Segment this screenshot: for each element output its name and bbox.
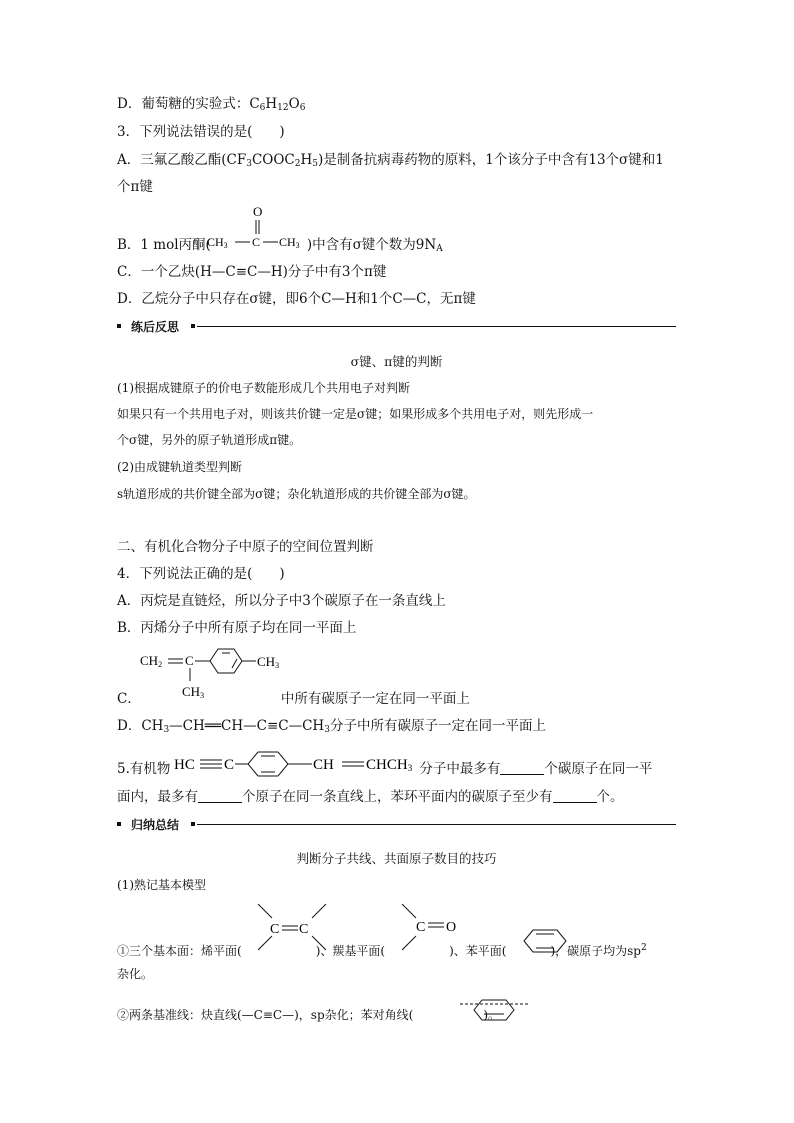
atom-ch3-ring: CH3: [257, 654, 280, 670]
question-5-cont: 面内，最多有 个原子在同一条直线上，苯环平面内的碳原子至少有 个。: [117, 789, 624, 805]
atom-o: O: [446, 920, 457, 935]
benzene-diagonal-model: [458, 998, 530, 1024]
section-title-coplanar: 判断分子共线、共面原子数目的技巧: [296, 851, 497, 866]
option-d-glucose: D．葡萄糖的实验式：$C_6H_{12}O_6$: [117, 96, 306, 113]
atom-ch3-left: CH3: [207, 235, 228, 250]
atom-c: C: [252, 235, 261, 249]
atom-ch: CH: [313, 757, 334, 773]
atom-c: C: [224, 757, 235, 773]
reflection-p1: (1)根据成键原子的价电子数能形成几个共用电子对判断: [117, 381, 411, 395]
summary-p3: 杂化。: [117, 967, 154, 981]
bar-rule: [197, 326, 676, 327]
atom-c-left: C: [270, 922, 280, 937]
question-5: 5.有机物 分子中最多有 个碳原子在同一平: [117, 761, 653, 777]
reflection-p5: s轨道形成的共价键全部为σ键；杂化轨道形成的共价键全部为σ键。: [117, 487, 476, 501]
bar-square-left: [117, 324, 121, 328]
section-label: 练后反思: [127, 318, 183, 335]
option-a-3: A．三氟乙酸乙酯$(CF_3COOC_2H_5)$是制备抗病毒药物的原料，1个该分子中含有13个σ键和1: [117, 152, 664, 169]
atom-o: O: [253, 204, 263, 219]
reflection-p4: (2)由成键轨道类型判断: [117, 460, 242, 474]
reflection-p3: 个σ键，另外的原子轨道形成π键。: [117, 433, 302, 447]
question-4: 4．下列说法正确的是( ): [117, 566, 285, 582]
atom-ch3-sub: CH3: [182, 684, 205, 700]
option-d-3: D．乙烷分子中只存在σ键，即6个C—H和1个C—C，无π键: [117, 291, 476, 307]
option-c-3: C．一个乙炔(H—C≡C—H)分子中有3个π键: [117, 264, 387, 280]
acetone-structure: [205, 200, 305, 255]
option-a-3-cont: 个π键: [117, 179, 153, 195]
answer-blank-2[interactable]: [198, 790, 242, 803]
option-d-4: D．$CH_3—CH══CH—C\equiv C—CH_3$分子中所有碳原子一定在同一平面上: [117, 718, 546, 735]
atom-ch2: CH2: [140, 653, 163, 669]
section-label: 归纳总结: [127, 816, 183, 833]
summary-p1: (1)熟记基本模型: [117, 878, 206, 892]
atom-c: C: [185, 653, 194, 668]
atom-chch3: CHCH3: [366, 757, 413, 773]
option-b-4: B．丙烯分子中所有原子均在同一平面上: [117, 620, 357, 636]
summary-p4: ②两条基准线：炔直线(—C≡C—)，sp杂化；苯对角线( )。: [117, 1008, 500, 1022]
answer-blank-1[interactable]: [500, 762, 544, 775]
bar-square-left: [117, 822, 121, 826]
reflection-p2: 如果只有一个共用电子对，则该共价键一定是σ键；如果形成多个共用电子对，则先形成一: [117, 407, 594, 421]
section-bar-summary: [117, 818, 676, 832]
summary-p2: ①三个基本面：烯平面( )、羰基平面( )、苯平面( )，碳原子均为$sp^2$: [117, 943, 647, 958]
bar-square-right: [191, 324, 195, 328]
atom-hc: HC: [174, 757, 195, 773]
carbonyl-plane-model: [398, 900, 464, 956]
bar-rule: [197, 824, 676, 825]
part2-heading: 二、有机化合物分子中原子的空间位置判断: [117, 539, 374, 555]
atom-c-right: C: [299, 922, 309, 937]
alkene-plane-model: [254, 900, 334, 956]
option-a-4: A．丙烷是直链烃，所以分子中3个碳原子在一条直线上: [117, 593, 446, 609]
section-title-sigma-pi: σ键、π键的判断: [350, 354, 443, 369]
atom-c: C: [416, 920, 426, 935]
option-c-4: C． 中所有碳原子一定在同一平面上: [117, 691, 470, 707]
answer-blank-3[interactable]: [553, 790, 597, 803]
benzene-plane-model: [522, 928, 568, 954]
option-b-3: B．1 mol丙酮( )中含有σ键个数为$9N_A$: [117, 237, 443, 254]
section-bar-reflection: [117, 320, 676, 334]
bar-square-right: [191, 822, 195, 826]
atom-ch3-right: CH3: [279, 235, 300, 250]
question-3: 3．下列说法错误的是( ): [117, 124, 285, 140]
